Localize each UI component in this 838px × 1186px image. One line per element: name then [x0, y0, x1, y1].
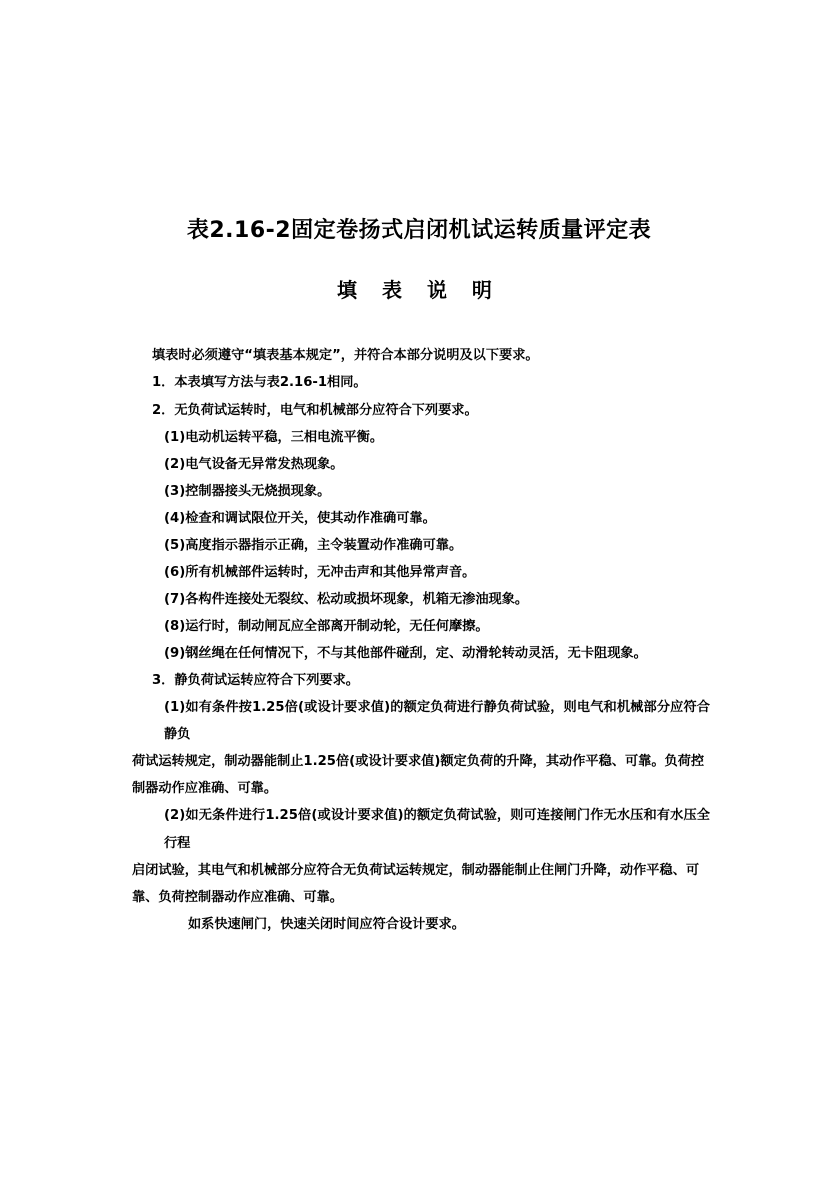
paragraph: 填表时必须遵守“填表基本规定”，并符合本部分说明及以下要求。: [152, 348, 539, 364]
paragraph: 荷试运转规定，制动器能制止1.25倍(或设计要求值)额定负荷的升降，其动作平稳、可靠。负荷控: [132, 754, 705, 770]
paragraph: (5)高度指示器指示正确，主令装置动作准确可靠。: [164, 537, 463, 553]
paragraph: (6)所有机械部件运转时，无冲击声和其他异常声音。: [164, 564, 476, 580]
paragraph: 启闭试验，其电气和机械部分应符合无负荷试运转规定，制动器能制止住闸门升降，动作平稳、可: [132, 862, 700, 878]
document-body: [0, 342, 838, 937]
paragraph: 2．无负荷试运转时，电气和机械部分应符合下列要求。: [152, 402, 478, 418]
paragraph: (8)运行时，制动闸瓦应全部离开制动轮，无任何摩擦。: [164, 619, 489, 635]
paragraph: (1)电动机运转平稳，三相电流平衡。: [164, 429, 384, 445]
paragraph: 3．静负荷试运转应符合下列要求。: [152, 673, 359, 689]
paragraph: (2)电气设备无异常发热现象。: [164, 456, 344, 472]
paragraph: 如系快速闸门，快速关闭时间应符合设计要求。: [188, 916, 465, 932]
paragraph: 靠、负荷控制器动作应准确、可靠。: [132, 889, 343, 905]
paragraph: 1．本表填写方法与表2.16-1相同。: [152, 375, 367, 391]
paragraph: (4)检查和调试限位开关，使其动作准确可靠。: [164, 510, 436, 526]
paragraph: 制器动作应准确、可靠。: [132, 781, 278, 797]
paragraph: (2)如无条件进行1.25倍(或设计要求值)的额定负荷试验，则可连接闸门作无水压和有水压全行程: [164, 808, 710, 851]
paragraph: (1)如有条件按1.25倍(或设计要求值)的额定负荷进行静负荷试验，则电气和机械部分应符合静负: [164, 700, 710, 743]
paragraph: (7)各构件连接处无裂纹、松动或损坏现象，机箱无渗油现象。: [164, 591, 529, 607]
page-title: 表2.16-2固定卷扬式启闭机试运转质量评定表: [186, 218, 652, 243]
page-subtitle: 填 表 说 明: [337, 278, 501, 303]
paragraph: (9)钢丝绳在任何情况下，不与其他部件碰刮，定、动滑轮转动灵活，无卡阻现象。: [164, 646, 647, 662]
paragraph: (3)控制器接头无烧损现象。: [164, 483, 331, 499]
